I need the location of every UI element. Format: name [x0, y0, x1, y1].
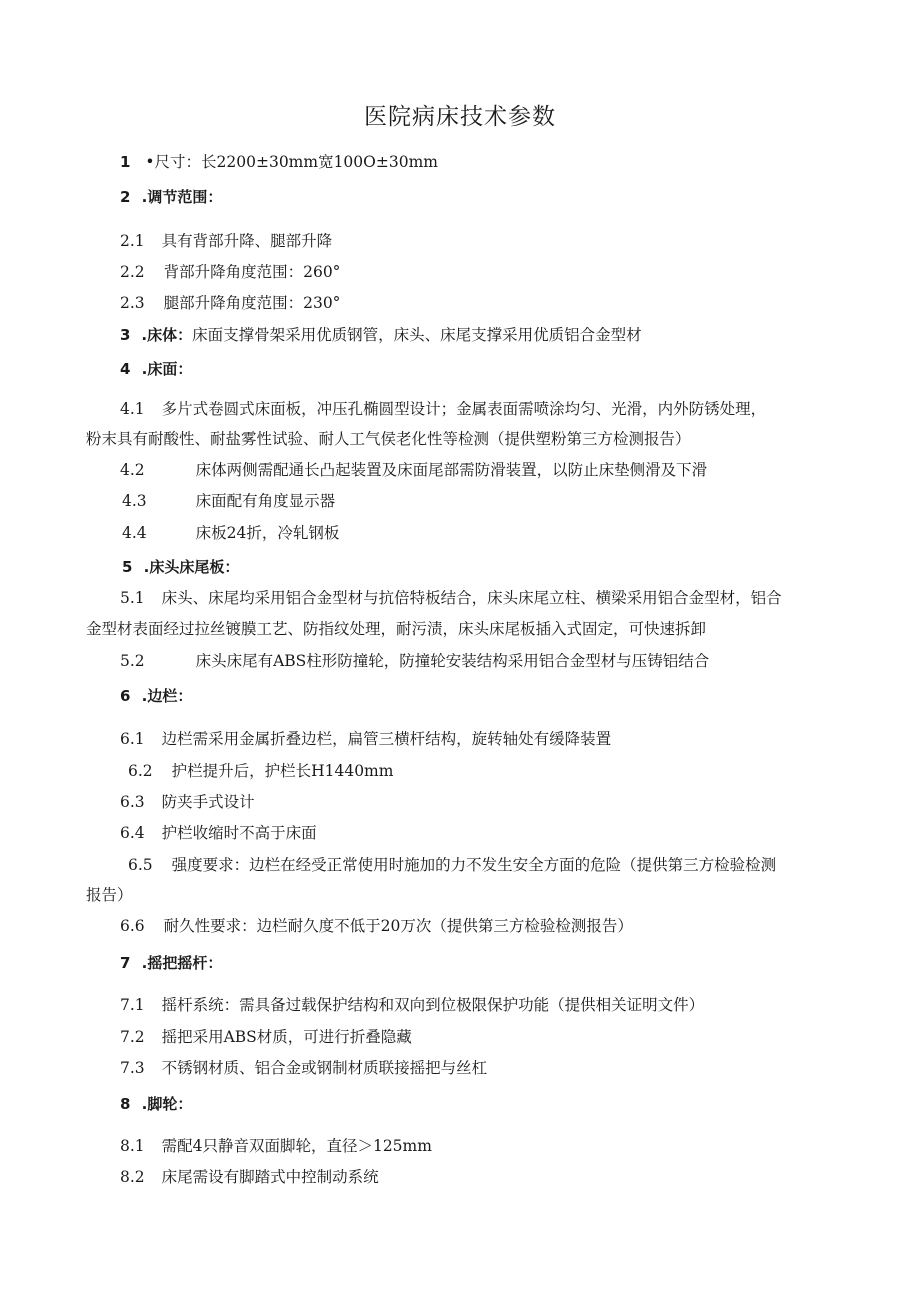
spec-line — [120, 231, 332, 251]
spec-text: 边栏需采用金属折叠边栏，扁管三横杆结构，旋转轴处有缓降装置 — [161, 730, 612, 748]
spec-line — [120, 1136, 432, 1156]
spec-line — [120, 293, 340, 313]
section-heading — [120, 953, 222, 973]
spec-line — [120, 1027, 412, 1047]
spec-text: 耐久性要求：边栏耐久度不低于20万次（提供第三方检验检测报告） — [163, 917, 633, 935]
spec-text: 防夹手式设计 — [161, 793, 255, 811]
spec-text: 床体两侧需配通长凸起装置及床面尾部需防滑装置，以防止床垫侧滑及下滑 — [195, 461, 708, 479]
spec-text: 床尾需设有脚踏式中控制动系统 — [161, 1168, 379, 1186]
item-number: 4.4 — [122, 524, 147, 542]
spec-text: 床头、床尾均采用铝合金型材与抗倍特板结合，床头床尾立柱、横梁采用铝合金型材，铝合 — [161, 589, 782, 607]
section-heading-text: .调节范围： — [141, 188, 223, 206]
item-number: 2.1 — [120, 232, 145, 250]
item-number: 8.2 — [120, 1168, 145, 1186]
section-heading — [122, 557, 239, 577]
item-number: 2.2 — [120, 263, 145, 281]
spec-text: 强度要求：边栏在经受正常使用时施加的力不发生安全方面的危险（提供第三方检验检测 — [171, 856, 777, 874]
spec-line — [120, 325, 642, 345]
section-number: 3 — [120, 326, 131, 344]
spec-line — [120, 588, 782, 608]
item-number: 4.1 — [120, 400, 145, 418]
item-number: 6.3 — [120, 793, 145, 811]
section-heading-text: .脚轮： — [141, 1095, 193, 1113]
item-number: 4.3 — [122, 492, 147, 510]
spec-line-continued — [86, 619, 706, 639]
spec-text: 背部升降角度范围：260° — [163, 263, 341, 281]
spec-text: 床面配有角度显示器 — [195, 492, 336, 510]
spec-text: 粉末具有耐酸性、耐盐雾性试验、耐人工气侯老化性等检测（提供塑粉第三方检测报告） — [86, 430, 691, 448]
section-heading-text: .床头床尾板： — [143, 558, 240, 576]
section-number: 8 — [120, 1095, 131, 1113]
spec-text: 床面支撑骨架采用优质钢管，床头、床尾支撑采用优质铝合金型材 — [192, 326, 642, 344]
section-number: 1 — [120, 153, 131, 171]
item-number: 4.2 — [120, 461, 145, 479]
item-number: 7.1 — [120, 996, 145, 1014]
section-number: 6 — [120, 687, 131, 705]
spec-line — [120, 651, 709, 671]
spec-text: 多片式卷圆式床面板，冲压孔椭圆型设计；金属表面需喷涂均匀、光滑，内外防锈处理， — [161, 400, 767, 418]
item-number: 6.4 — [120, 824, 145, 842]
spec-line — [120, 399, 766, 419]
spec-line — [122, 491, 335, 511]
section-heading-text: .床面： — [141, 360, 193, 378]
spec-line — [120, 152, 438, 172]
spec-line — [120, 262, 340, 282]
spec-text: 报告） — [86, 886, 133, 904]
spec-text: 具有背部升降、腿部升降 — [161, 232, 333, 250]
section-number: 2 — [120, 188, 131, 206]
section-heading-text: .边栏： — [141, 687, 193, 705]
spec-text: 床板24折，冷轧钢板 — [195, 524, 340, 542]
spec-text: 摇杆系统：需具备过载保护结构和双向到位极限保护功能（提供相关证明文件） — [161, 996, 705, 1014]
section-number: 5 — [122, 558, 133, 576]
spec-text: 不锈钢材质、铝合金或钢制材质联接摇把与丝杠 — [161, 1059, 488, 1077]
section-number: 7 — [120, 954, 131, 972]
spec-text: 摇把采用ABS材质，可进行折叠隐藏 — [161, 1028, 412, 1046]
section-heading — [120, 1094, 192, 1114]
spec-text: •尺寸：长2200±30mm宽100O±30mm — [145, 153, 438, 171]
spec-line-continued — [86, 885, 133, 905]
item-number: 8.1 — [120, 1137, 145, 1155]
section-heading-text: .床体： — [141, 326, 193, 344]
item-number: 7.3 — [120, 1059, 145, 1077]
spec-line — [122, 523, 339, 543]
spec-line — [120, 916, 633, 936]
spec-text: 护栏收缩时不高于床面 — [161, 824, 317, 842]
spec-text: 护栏提升后，护栏长H1440mm — [171, 762, 394, 780]
spec-line — [120, 1058, 487, 1078]
item-number: 2.3 — [120, 294, 145, 312]
item-number: 6.2 — [128, 762, 153, 780]
spec-text: 腿部升降角度范围：230° — [163, 294, 341, 312]
spec-line-continued — [86, 429, 691, 449]
spec-text: 床头床尾有ABS柱形防撞轮，防撞轮安装结构采用铝合金型材与压铸铝结合 — [195, 652, 710, 670]
section-heading — [120, 686, 192, 706]
item-number: 6.5 — [128, 856, 153, 874]
item-number: 6.6 — [120, 917, 145, 935]
item-number: 5.2 — [120, 652, 145, 670]
spec-line — [120, 792, 255, 812]
spec-line — [120, 729, 611, 749]
spec-line — [128, 761, 393, 781]
item-number: 5.1 — [120, 589, 145, 607]
spec-text: 金型材表面经过拉丝镀膜工艺、防指纹处理，耐污渍，床头床尾板插入式固定，可快速拆卸 — [86, 620, 707, 638]
item-number: 7.2 — [120, 1028, 145, 1046]
spec-line — [120, 995, 704, 1015]
section-number: 4 — [120, 360, 131, 378]
section-heading-text: .摇把摇杆： — [141, 954, 223, 972]
item-number: 6.1 — [120, 730, 145, 748]
spec-line — [128, 855, 776, 875]
section-heading — [120, 359, 192, 379]
spec-text: 需配4只静音双面脚轮，直径＞125mm — [161, 1137, 432, 1155]
section-heading — [120, 187, 222, 207]
document-title: 医院病床技术参数 — [364, 104, 556, 130]
spec-line — [120, 1167, 379, 1187]
spec-line — [120, 460, 707, 480]
spec-line — [120, 823, 317, 843]
